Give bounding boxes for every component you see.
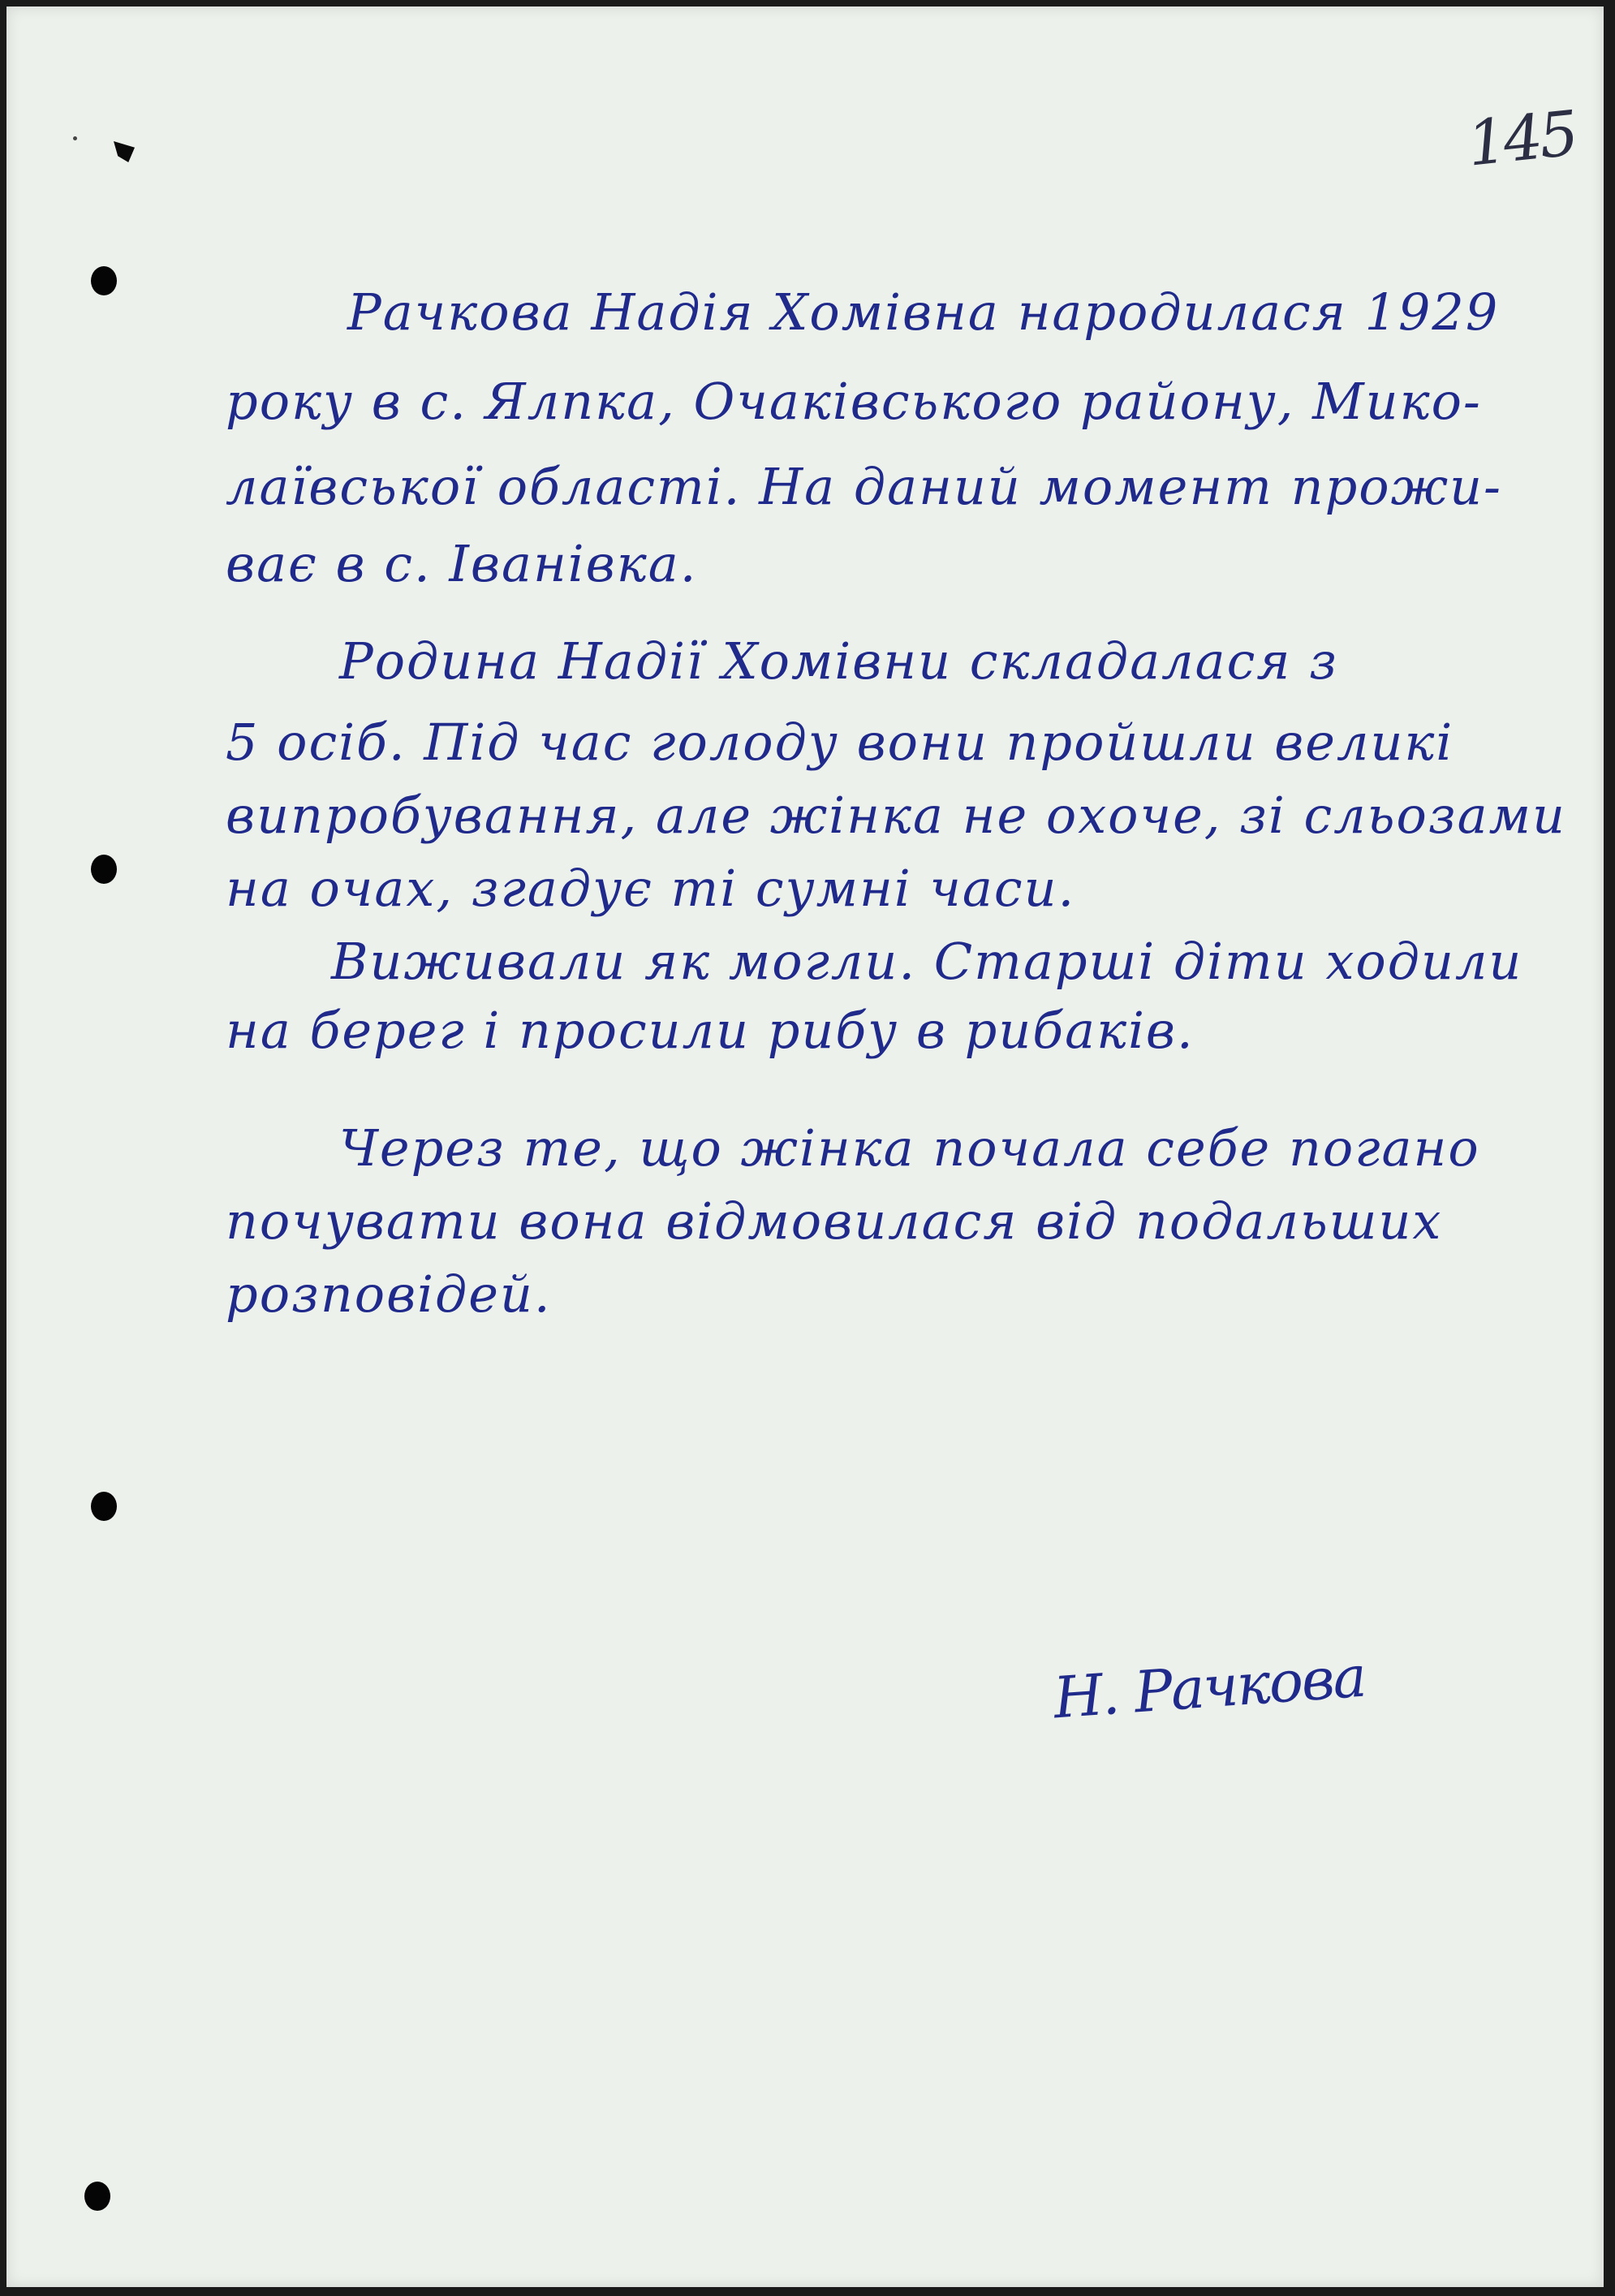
punch-hole	[91, 266, 117, 295]
page-number: 145	[1463, 97, 1579, 180]
signature: Н. Рачкова	[1051, 1643, 1367, 1732]
text-line: на берег і просили рибу в рибаків.	[226, 1001, 1195, 1060]
staple-mark	[114, 141, 135, 162]
text-line: Виживали як могли. Старші діти ходили	[331, 932, 1523, 991]
text-line: лаївської області. На даний момент прожи-	[226, 457, 1502, 516]
text-line: на очах, згадує ті сумні часи.	[226, 859, 1076, 918]
text-line: почувати вона відмовилася від подальших	[226, 1191, 1443, 1251]
text-line: Рачкова Надія Хомівна народилася 1929	[347, 282, 1500, 342]
text-line: випробування, але жінка не охоче, зі сльозами	[226, 786, 1566, 845]
speck	[73, 136, 77, 140]
text-line: року в с. Ялпка, Очаківського району, Мико-	[226, 372, 1482, 431]
text-line: ває в с. Іванівка.	[226, 534, 698, 593]
punch-hole	[91, 1492, 117, 1521]
punch-hole	[91, 855, 117, 884]
punch-hole	[84, 2182, 110, 2211]
text-line: Через те, що жінка почала себе погано	[339, 1118, 1480, 1178]
text-line: Родина Надії Хомівни складалася з	[339, 631, 1338, 691]
document-page	[6, 6, 1604, 2287]
text-line: 5 осіб. Під час голоду вони пройшли великі	[226, 713, 1454, 772]
text-line: розповідей.	[226, 1264, 552, 1324]
